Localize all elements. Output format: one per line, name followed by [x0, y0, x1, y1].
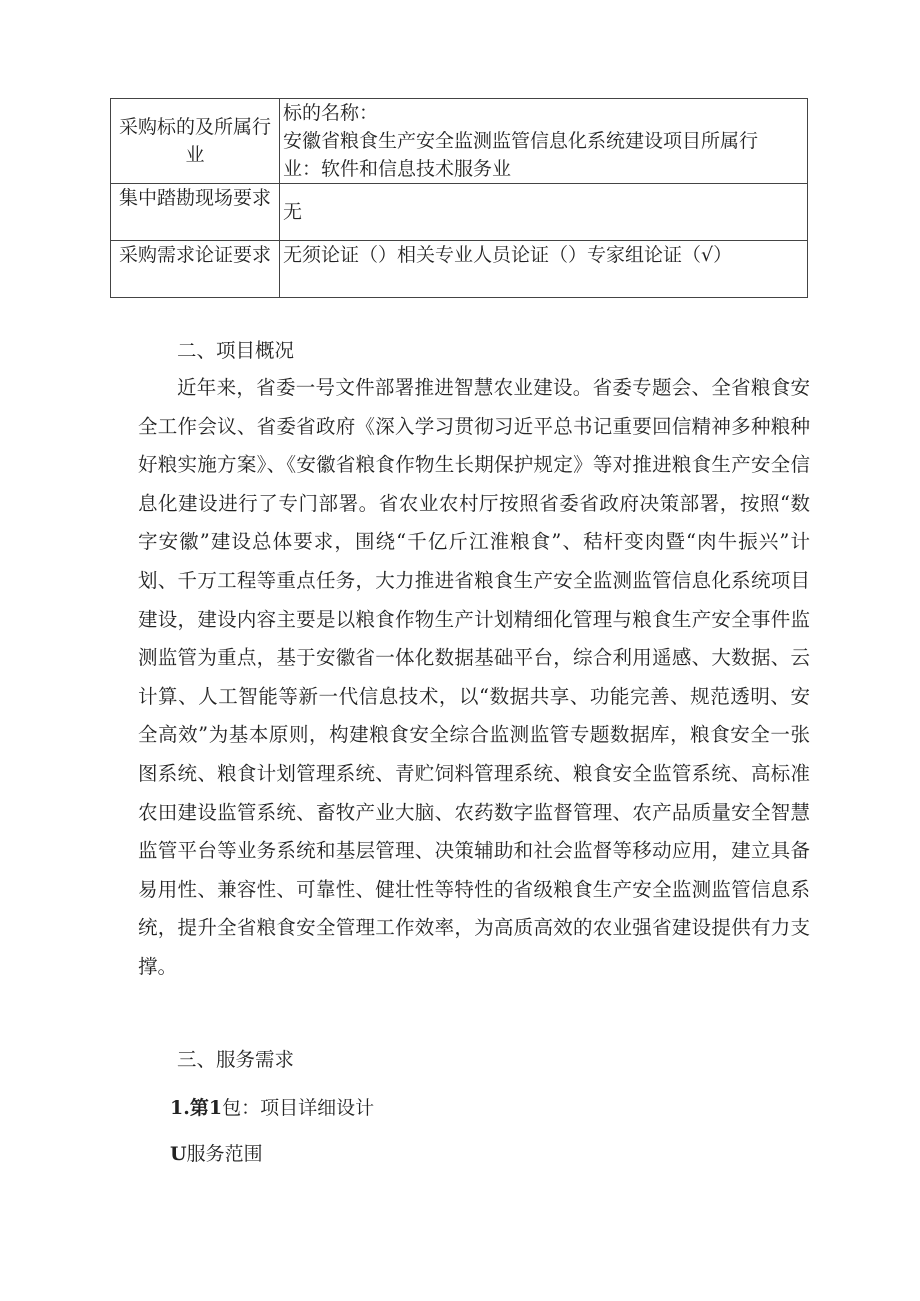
- value-line: 无须论证（）相关专业人员论证（）专家组论证（√）: [283, 244, 733, 266]
- section-heading-service: 三、服务需求: [177, 1048, 295, 1071]
- row-value: [280, 184, 808, 241]
- scope-number: U: [170, 1143, 187, 1165]
- row-value: [280, 241, 808, 298]
- procurement-info-table: [110, 98, 808, 298]
- table-row: [111, 241, 808, 298]
- scope-heading: [170, 1139, 263, 1166]
- table-row: [111, 99, 808, 184]
- overview-paragraph: 近年来，省委一号文件部署推进智慧农业建设。省委专题会、全省粮食安全工作会议、省委省政府《深入学习贯彻习近平总书记重要回信精神多种粮种好粮实施方案》、《安徽省粮食作物生长期保护规定》等对推进粮食生产安全信息化建设进行了专门部署。省农业农村厅按照省委省政府决策部署，按照“数字安徽”建设总体要求，围绕“千亿斤江淮粮食”、秸杆变肉暨“肉牛振兴”计划、千万工程等重点任务，大力推进省粮食生产安全监测监管信息化系统项目建设，建设内容主要是以粮食作物生产计划精细化管理与粮食生产安全事件监测监管为重点，基于安徽省一体化数据基础平台，综合利用遥感、大数据、云计算、人工智能等新一代信息技术，以“数据共享、功能完善、规范透明、安全高效”为基本原则，构建粮食安全综合监测监管专题数据库，粮食安全一张图系统、粮食计划管理系统、青贮饲料管理系统、粮食安全监管系统、高标准农田建设监管系统、畜牧产业大脑、农药数字监督管理、农产品质量安全智慧监管平台等业务系统和基层管理、决策辅助和社会监督等移动应用，建立具备易用性、兼容性、可靠性、健壮性等特性的省级粮食生产安全监测监管信息系统，提升全省粮食安全管理工作效率，为高质高效的农业强省建设提供有力支撑。: [138, 376, 810, 978]
- value-line: 安徽省粮食生产安全监测监管信息化系统建设项目所属行: [283, 130, 759, 152]
- value-line: 标的名称：: [283, 102, 379, 124]
- value-line: 无: [283, 201, 303, 223]
- package-heading: [170, 1093, 374, 1120]
- scope-title: 服务范围: [186, 1143, 263, 1165]
- row-value: [280, 99, 808, 184]
- table-row: [111, 184, 808, 241]
- row-label: 集中踏勘现场要求: [111, 184, 280, 241]
- section-heading-overview: 二、项目概况: [177, 339, 295, 362]
- package-title: 包：项目详细设计: [222, 1097, 375, 1119]
- value-line: 业：软件和信息技术服务业: [283, 158, 512, 180]
- row-label: 采购需求论证要求: [111, 241, 280, 298]
- row-label: 采购标的及所属行业: [111, 99, 280, 184]
- package-number: 1.第1: [170, 1097, 223, 1119]
